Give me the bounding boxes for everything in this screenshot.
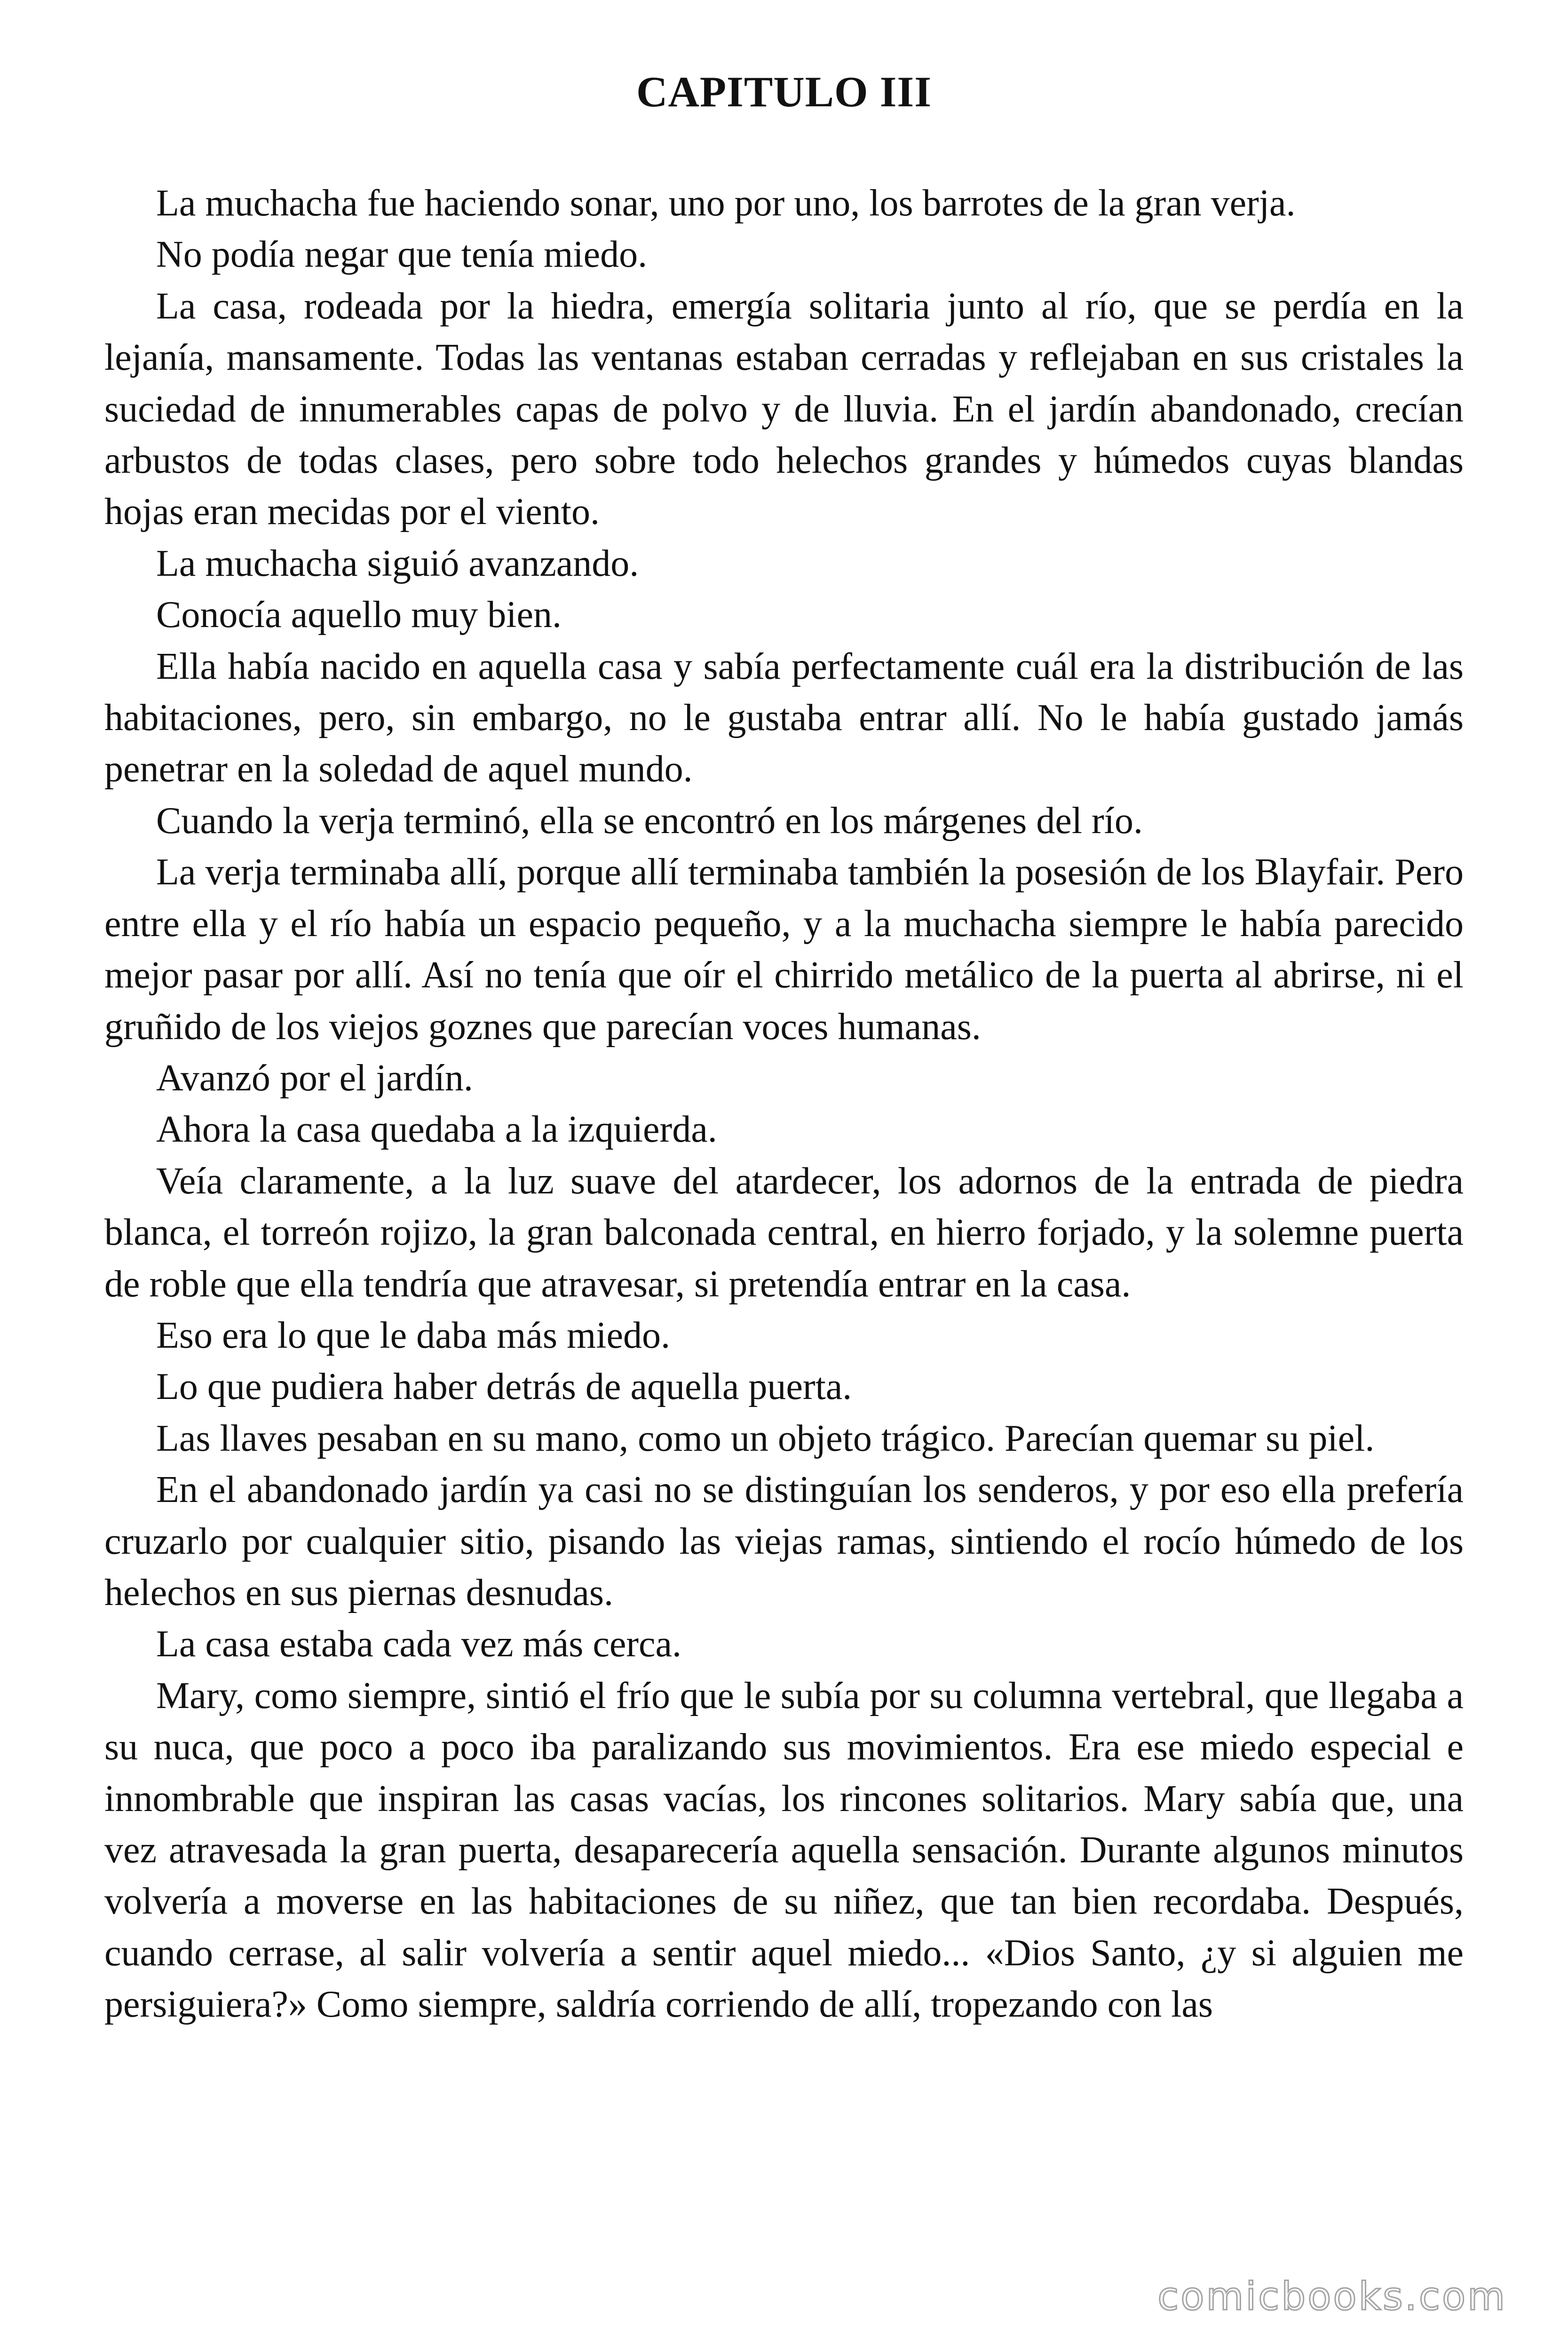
paragraph: Veía claramente, a la luz suave del atardecer, los adornos de la entrada de piedra blanca, el torreón rojizo, la gran balconada central, en hierro forjado, y la solemne puerta de roble que ella tendría que atravesar, si pretendía entrar en la casa. bbox=[104, 1160, 1464, 1305]
paragraph: Avanzó por el jardín. bbox=[156, 1057, 473, 1099]
paragraph: En el abandonado jardín ya casi no se distinguían los senderos, y por eso ella prefería cruzarlo por cualquier sitio, pisando las viejas ramas, sintiendo el rocío húmedo de los helechos en sus piernas desnudas. bbox=[104, 1469, 1464, 1613]
paragraph: Mary, como siempre, sintió el frío que le subía por su columna vertebral, que llegaba a su nuca, que poco a poco iba paralizando sus movimientos. Era ese miedo especial e innombrable que inspiran las casas vacías, los rincones solitarios. Mary sabía que, una vez atravesada la gran puerta, desaparecería aquella sensación. Durante algunos minutos volvería a moverse en las habitaciones de su niñez, que tan bien recordaba. Después, cuando cerrase, al salir volvería a sentir aquel miedo... «Dios Santo, ¿y si alguien me persiguiera?» Como siempre, saldría corriendo de allí, tropezando con las bbox=[104, 1675, 1464, 2026]
paragraph: Eso era lo que le daba más miedo. bbox=[156, 1314, 670, 1356]
paragraph: La casa estaba cada vez más cerca. bbox=[156, 1623, 681, 1665]
paragraph: Ella había nacido en aquella casa y sabía perfectamente cuál era la distribución de las habitaciones, pero, sin embargo, no le gustaba entrar allí. No le había gustado jamás penetrar en la soledad de aquel mundo. bbox=[104, 645, 1464, 790]
paragraph: Las llaves pesaban en su mano, como un objeto trágico. Parecían quemar su piel. bbox=[156, 1417, 1375, 1459]
paragraph: Conocía aquello muy bien. bbox=[156, 594, 562, 636]
watermark-logo: comicbooks.com bbox=[1157, 2274, 1507, 2319]
paragraph: La casa, rodeada por la hiedra, emergía solitaria junto al río, que se perdía en la lejanía, mansamente. Todas las ventanas estaban cerradas y reflejaban en sus cristales la suciedad de innumerables capas de polvo y de lluvia. En el jardín abandonado, crecían arbustos de todas clases, pero sobre todo helechos grandes y húmedos cuyas blandas hojas eran mecidas por el viento. bbox=[104, 285, 1464, 533]
chapter-body bbox=[104, 178, 1464, 2031]
paragraph: Lo que pudiera haber detrás de aquella puerta. bbox=[156, 1366, 852, 1408]
chapter-title: CAPITULO III bbox=[636, 68, 932, 116]
paragraph: La verja terminaba allí, porque allí terminaba también la posesión de los Blayfair. Pero entre ella y el río había un espacio pequeño, y a la muchacha siempre le había parecido mejor pasar por allí. Así no tenía que oír el chirrido metálico de la puerta al abrirse, ni el gruñido de los viejos goznes que parecían voces humanas. bbox=[104, 851, 1464, 1048]
paragraph: La muchacha fue haciendo sonar, uno por uno, los barrotes de la gran verja. bbox=[156, 183, 1296, 224]
paragraph: No podía negar que tenía miedo. bbox=[156, 234, 648, 276]
paragraph: La muchacha siguió avanzando. bbox=[156, 542, 639, 584]
paragraph: Cuando la verja terminó, ella se encontró en los márgenes del río. bbox=[156, 800, 1143, 842]
paragraph: Ahora la casa quedaba a la izquierda. bbox=[156, 1109, 717, 1151]
